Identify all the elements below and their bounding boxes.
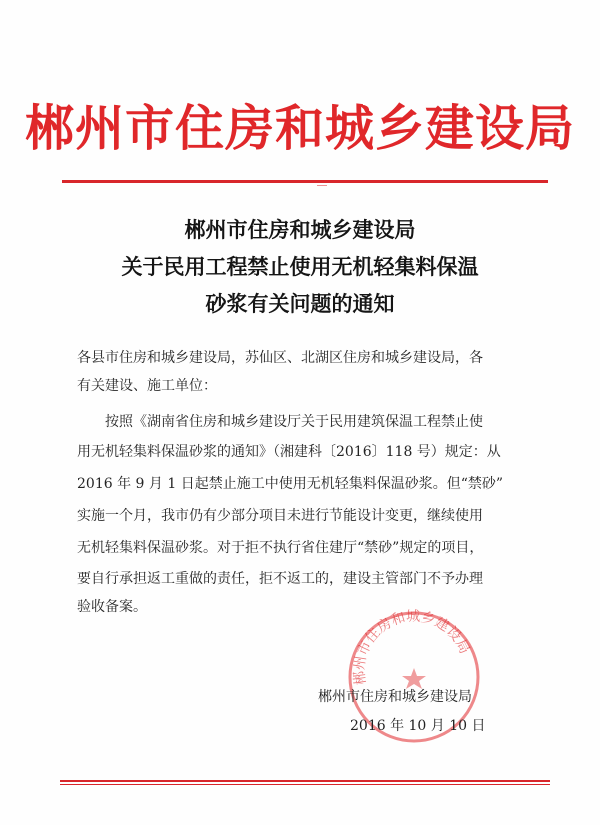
body-line-9: 验收备案。 xyxy=(77,599,147,615)
footer-rule xyxy=(60,780,550,782)
body-line-3: 按照《湖南省住房和城乡建设厅关于民用建筑保温工程禁止使 xyxy=(105,414,483,430)
letterhead-title: 郴州市住房和城乡建设局 xyxy=(24,99,575,157)
letterhead-rule xyxy=(62,180,548,183)
document-title-line-3: 砂浆有关问题的通知 xyxy=(205,291,395,316)
footer-rule-thin xyxy=(60,784,550,785)
signature-org: 郴州市住房和城乡建设局 xyxy=(318,689,472,705)
body-line-8: 要自行承担返工重做的责任，拒不返工的，建设主管部门不予办理 xyxy=(77,571,483,587)
body-line-2: 有关建设、施工单位： xyxy=(77,378,217,394)
body-line-4: 用无机轻集料保温砂浆的通知》（湘建科〔2016〕118 号）规定：从 xyxy=(77,444,501,460)
body-line-1: 各县市住房和城乡建设局，苏仙区、北湖区住房和城乡建设局，各 xyxy=(77,350,483,366)
svg-text:郴州市住房和城乡建设局: 郴州市住房和城乡建设局 xyxy=(351,608,473,686)
issue-date: 2016 年 10 月 10 日 xyxy=(350,718,486,734)
body-line-7: 无机轻集料保温砂浆。对于拒不执行省住建厅“禁砂”规定的项目， xyxy=(77,540,484,556)
body-line-6: 实施一个月，我市仍有少部分项目未进行节能设计变更，继续使用 xyxy=(77,508,483,524)
document-title-line-2: 关于民用工程禁止使用无机轻集料保温 xyxy=(121,254,479,279)
document-title-line-1: 郴州市住房和城乡建设局 xyxy=(184,217,416,242)
body-line-5: 2016 年 9 月 1 日起禁止施工中使用无机轻集料保温砂浆。但“禁砂” xyxy=(77,476,504,492)
rule-mark xyxy=(317,185,327,186)
